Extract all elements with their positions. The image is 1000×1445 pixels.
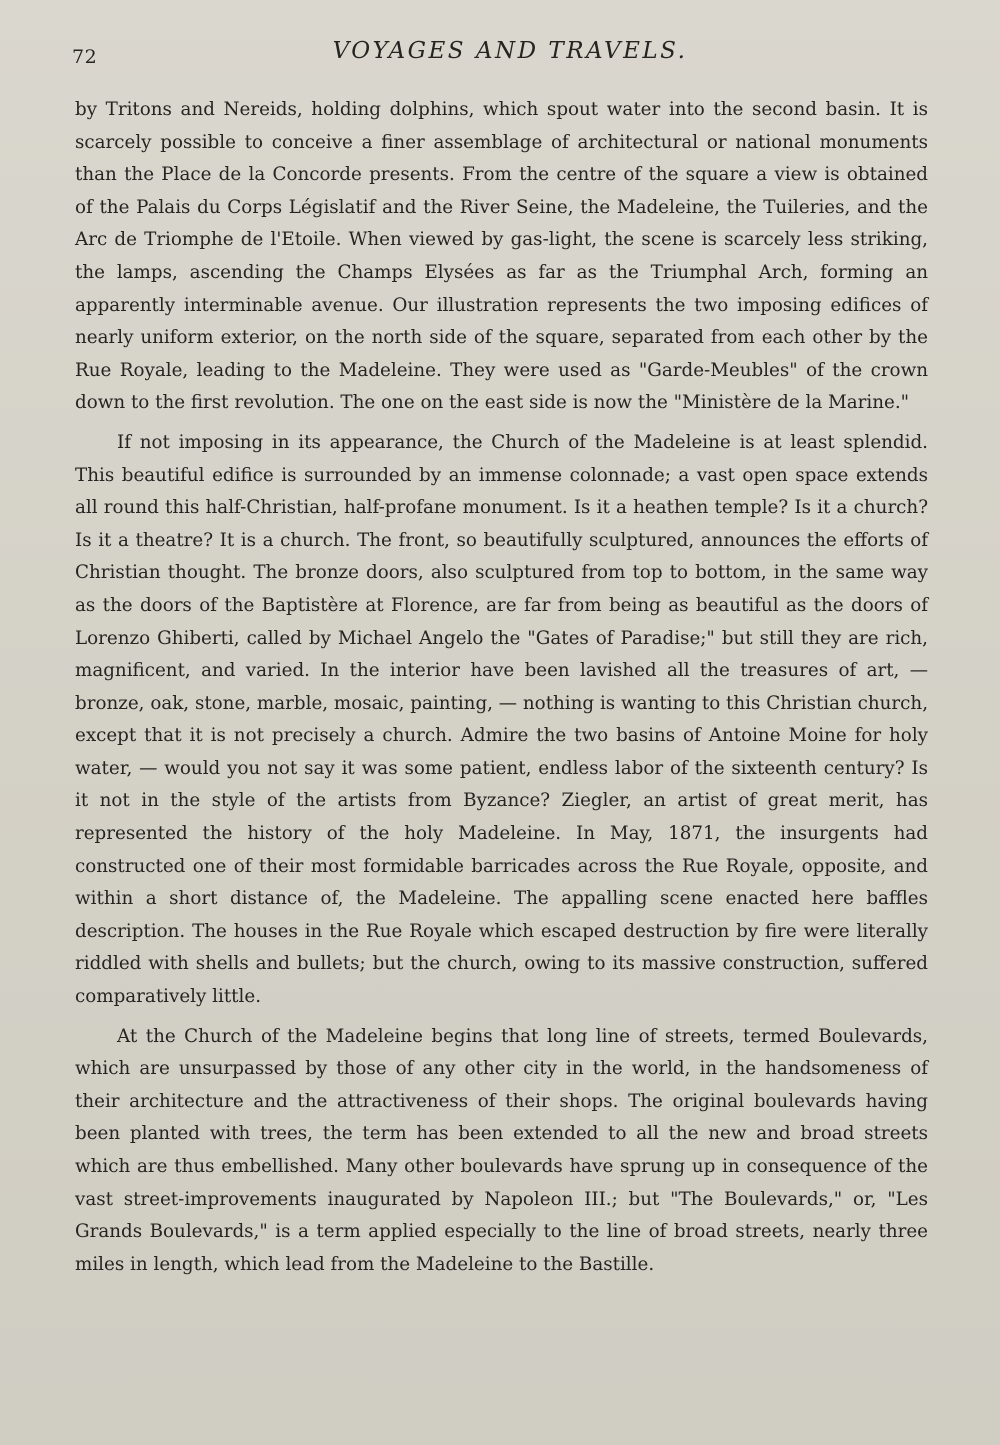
page-number: 72 bbox=[72, 46, 98, 68]
running-title: VOYAGES AND TRAVELS. bbox=[332, 38, 688, 64]
paragraph-place-de-la-concorde: by Tritons and Nereids, holding dolphins, which spout water into the second basin. It is scarcely possible to conceive a finer assemblage of architectural or national monuments than the Place de la Concorde presents. From the centre of the square a view is obtained of the Palais du Corps Législatif and the River Seine, the Madeleine, the Tuileries, and the Arc de Triomphe de l'Etoile. When viewed by gas-light, the scene is scarcely less striking, the lamps, ascending the Champs Elysées as far as the Triumphal Arch, forming an apparently interminable avenue. Our illustration represents the two imposing edifices of nearly uniform exterior, on the north side of the square, separated from each other by the Rue Royale, leading to the Madeleine. They were used as "Garde-Meubles" of the crown down to the first revolution. The one on the east side is now the "Ministère de la Marine." bbox=[75, 99, 928, 414]
body-text bbox=[75, 94, 928, 1288]
paragraph-church-of-the-madeleine: If not imposing in its appearance, the Church of the Madeleine is at least splendid. This beautiful edifice is surrounded by an immense colonnade; a vast open space extends all round this half-Christian, half-profane monument. Is it a heathen temple? Is it a church? Is it a theatre? It is a church. The front, so beautifully sculptured, announces the efforts of Christian thought. The bronze doors, also sculptured from top to bottom, in the same way as the doors of the Baptistère at Florence, are far from being as beautiful as the doors of Lorenzo Ghiberti, called by Michael Angelo the "Gates of Paradise;" but still they are rich, magnificent, and varied. In the interior have been lavished all the treasures of art, — bronze, oak, stone, marble, mosaic, painting, — nothing is wanting to this Christian church, except that it is not precisely a church. Admire the two basins of Antoine Moine for holy water, — would you not say it was some patient, endless labor of the sixteenth century? Is it not in the style of the artists from Byzance? Ziegler, an artist of great merit, has represented the history of the holy Madeleine. In May, 1871, the insurgents had constructed one of their most formidable barricades across the Rue Royale, opposite, and within a short distance of, the Madeleine. The appalling scene enacted here baffles description. The houses in the Rue Royale which escaped destruction by fire were literally riddled with shells and bullets; but the church, owing to its massive construction, suffered comparatively little. bbox=[75, 431, 928, 1008]
paragraph-boulevards: At the Church of the Madeleine begins that long line of streets, termed Boulevards, which are unsurpassed by those of any other city in the world, in the handsomeness of their architecture and the attractiveness of their shops. The original boulevards having been planted with trees, the term has been extended to all the new and broad streets which are thus embellished. Many other boulevards have sprung up in consequence of the vast street-improvements inaugurated by Napoleon III.; but "The Boulevards," or, "Les Grands Boulevards," is a term applied especially to the line of broad streets, nearly three miles in length, which lead from the Madeleine to the Bastille. bbox=[75, 1025, 928, 1275]
